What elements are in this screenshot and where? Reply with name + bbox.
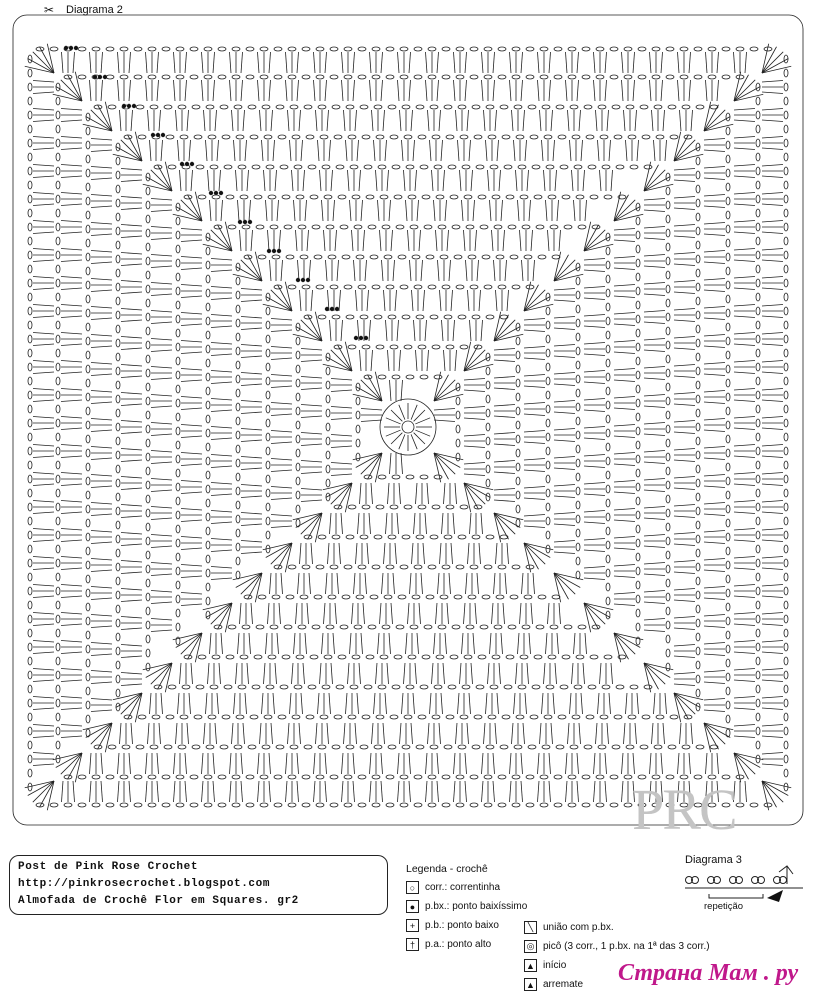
legend-item-single-crochet: + p.b.: ponto baixo: [406, 916, 527, 935]
legend-item-picot: ◎ picô (3 corr., 1 p.bx. na 1ª das 3 corr.): [524, 937, 710, 956]
legend: [406, 863, 527, 954]
slip-stitch-icon: ●: [406, 900, 419, 913]
site-logo: Страна Мам . ру: [618, 960, 799, 986]
legend-item-chain: ○ corr.: correntinha: [406, 878, 527, 897]
picot-icon: ◎: [524, 940, 537, 953]
prc-watermark: PRC: [632, 777, 736, 842]
diagram-3-title: Diagrama 3: [685, 854, 742, 866]
legend-item-double-crochet: † p.a.: ponto alto: [406, 935, 527, 954]
diagram-2-title: Diagrama 2: [66, 4, 123, 16]
post-line-author: Post de Pink Rose Crochet: [18, 861, 199, 873]
single-crochet-icon: +: [406, 919, 419, 932]
legend-item-start: ▲ início: [524, 956, 710, 975]
picot-edge-diagram: [683, 854, 813, 914]
join-icon: ╲: [524, 921, 537, 934]
chain-icon: ○: [406, 881, 419, 894]
finish-icon: ▲: [524, 978, 537, 991]
stitch-rounds: [13, 15, 803, 825]
legend-item-slip-stitch: ● p.bx.: ponto baixíssimo: [406, 897, 527, 916]
legend-title: Legenda - crochê: [406, 863, 488, 875]
post-line-title: Almofada de Crochê Flor em Squares. gr2: [18, 895, 299, 907]
double-crochet-icon: †: [406, 938, 419, 951]
diagram-3: [683, 854, 813, 914]
start-icon: ▲: [524, 959, 537, 972]
legend-item-finish: ▲ arremate: [524, 975, 710, 994]
post-info-box: [9, 855, 388, 915]
legend-item-join: ╲ união com p.bx.: [524, 918, 710, 937]
repeat-label: repetição: [704, 901, 744, 912]
scissors-icon: ✂: [44, 3, 55, 17]
post-line-url[interactable]: http://pinkrosecrochet.blogspot.com: [18, 878, 271, 890]
